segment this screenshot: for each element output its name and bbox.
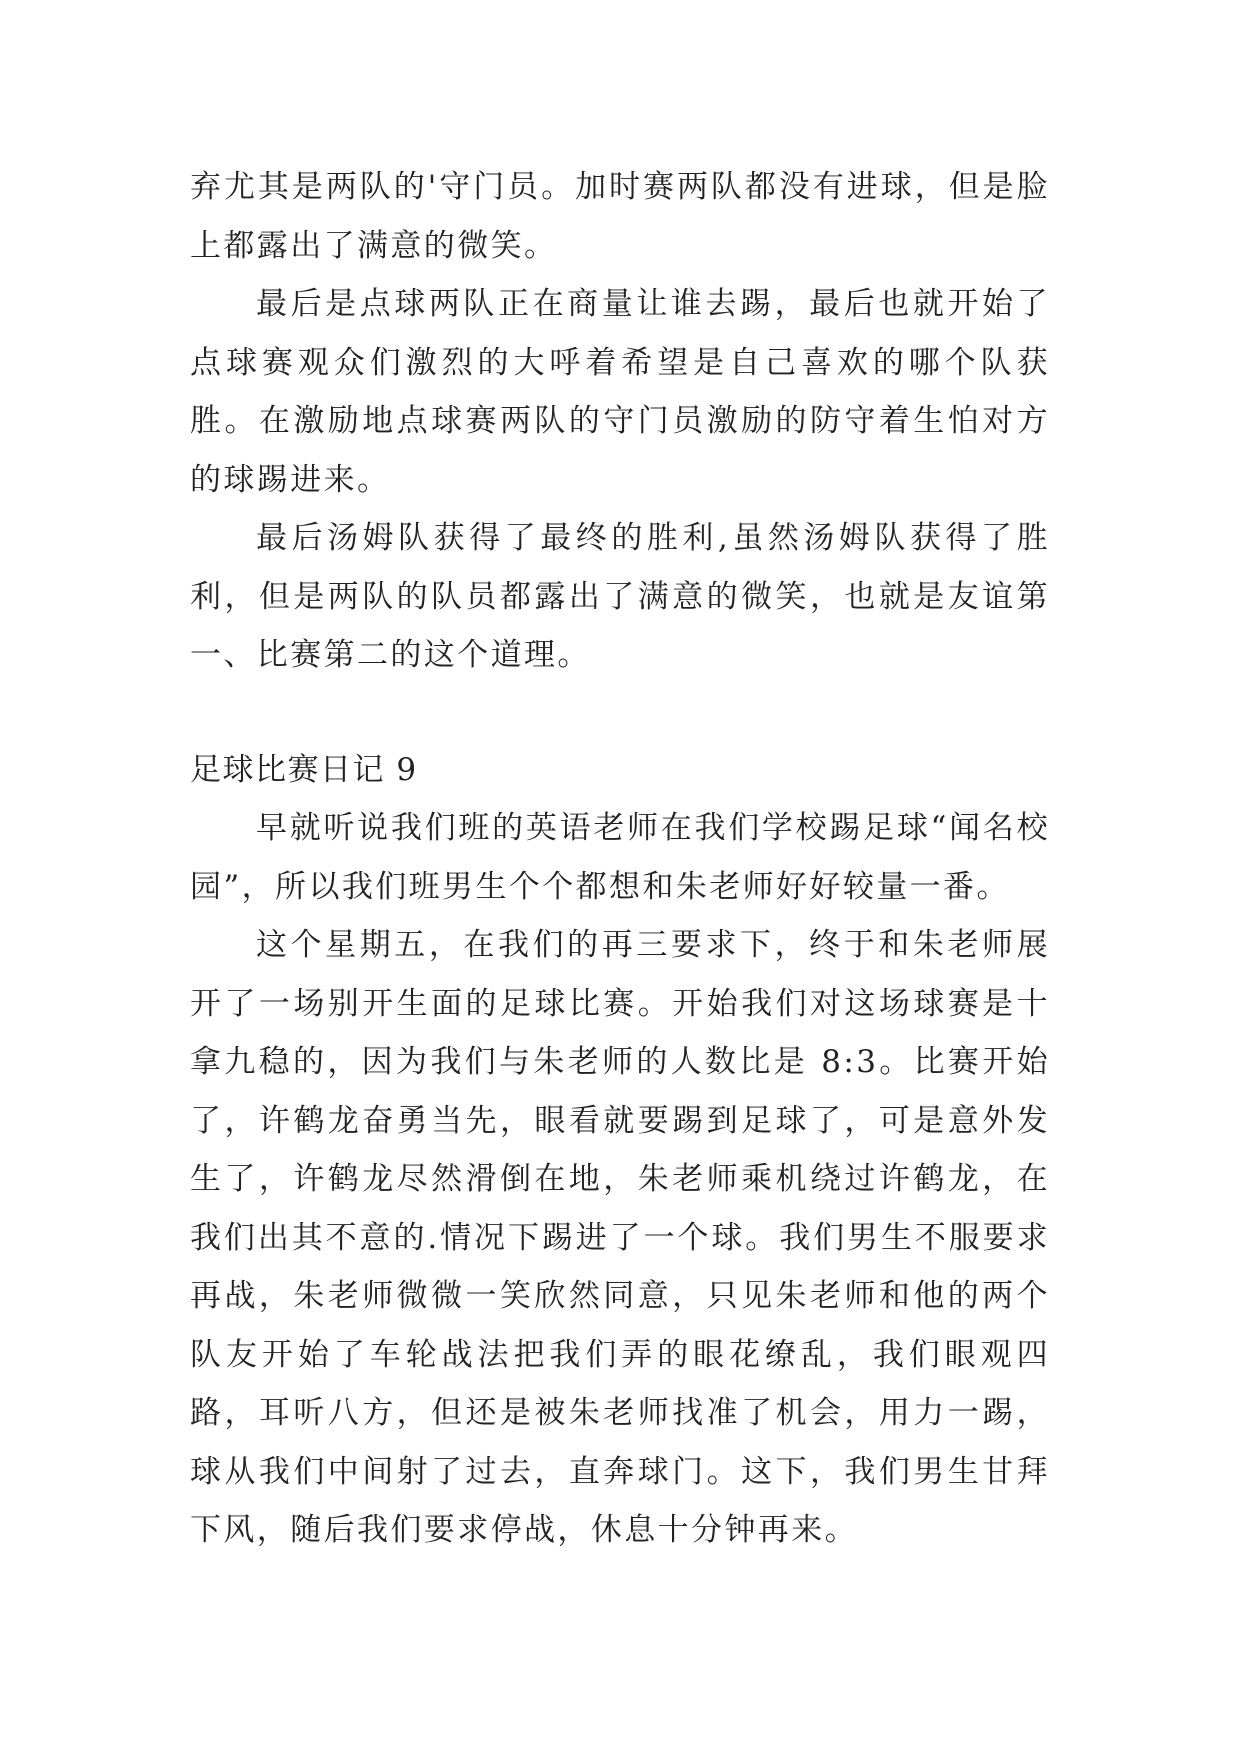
paragraph-intro: 早就听说我们班的英语老师在我们学校踢足球“闻名校园”，所以我们班男生个个都想和朱老师好好较量一番。	[190, 810, 1050, 905]
paragraph-match: 这个星期五，在我们的再三要求下，终于和朱老师展开了一场别开生面的足球比赛。开始我们对这场球赛是十拿九稳的，因为我们与朱老师的人数比是 8:3。比赛开始了，许鹤龙奋勇当先，眼看就要踢到足球了，可是意外发生了，许鹤龙尽然滑倒在地，朱老师乘机绕过许鹤龙，在我们出其不意的.情况下踢进了一个球。我们男生不服要求再战，朱老师微微一笑欣然同意，只见朱老师和他的两个队友开始了车轮战法把我们弄的眼花缭乱，我们眼观四路，耳听八方，但还是被朱老师找准了机会，用力一踢，球从我们中间射了过去，直奔球门。这下，我们男生甘拜下风，随后我们要求停战，休息十分钟再来。	[190, 927, 1050, 1548]
paragraph-penalty-shootout: 最后是点球两队正在商量让谁去踢，最后也就开始了点球赛观众们激烈的大呼着希望是自己喜欢的哪个队获胜。在激励地点球赛两队的守门员激励的防守着生怕对方的球踢进来。	[190, 286, 1050, 498]
paragraph-victory: 最后汤姆队获得了最终的胜利,虽然汤姆队获得了胜利，但是两队的队员都露出了满意的微笑，也就是友谊第一、比赛第二的这个道理。	[190, 520, 1050, 673]
section-title: 足球比赛日记 9	[190, 751, 418, 788]
paragraph-continuation: 弃尤其是两队的'守门员。加时赛两队都没有进球，但是脸上都露出了满意的微笑。	[190, 169, 1050, 264]
document-body	[190, 158, 1050, 1560]
section-divider-space	[190, 685, 1050, 741]
